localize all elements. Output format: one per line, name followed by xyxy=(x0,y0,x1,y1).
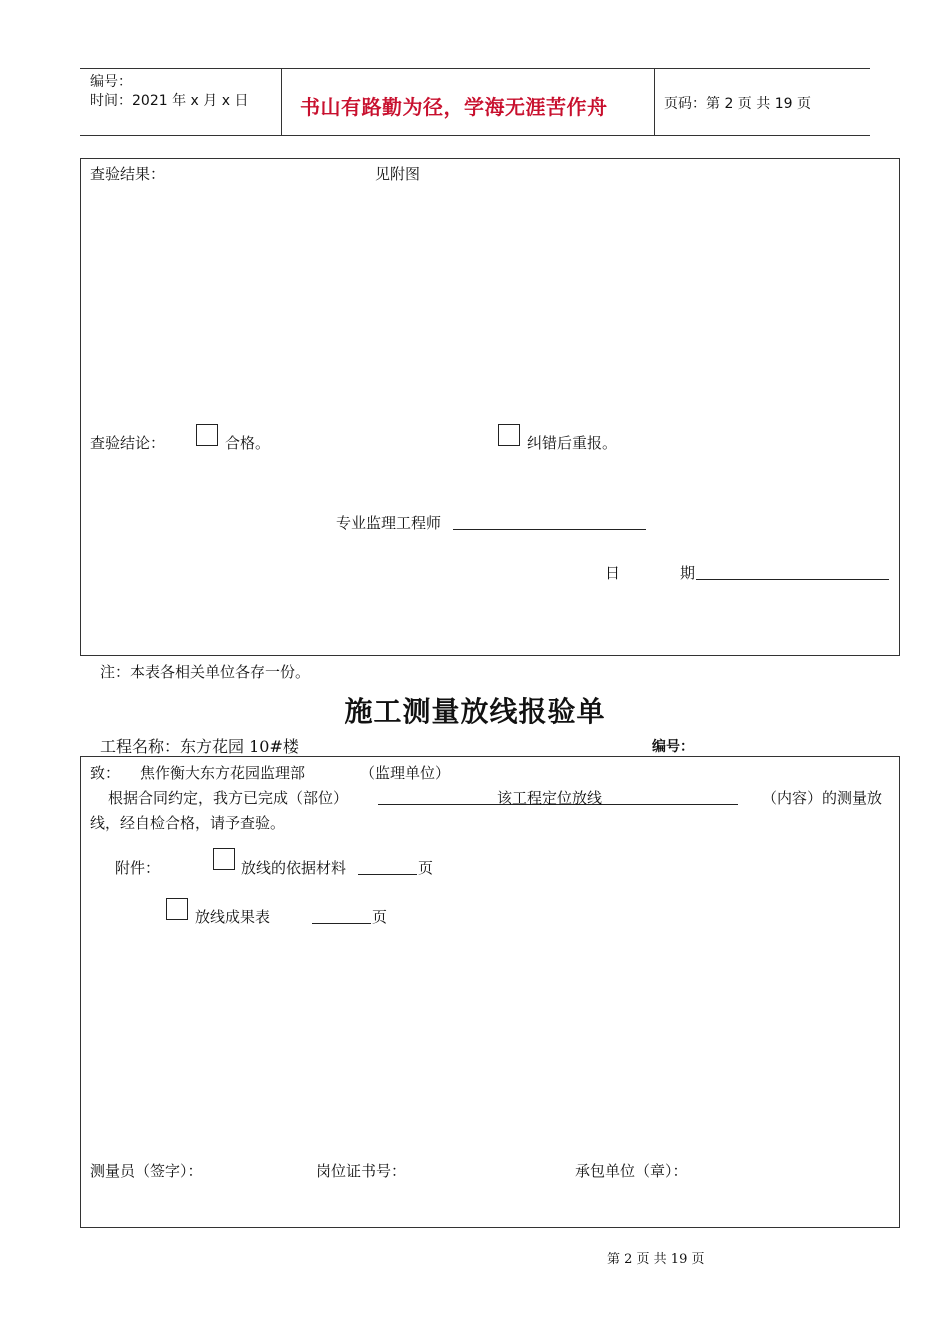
page-footer: 第 2 页 共 19 页 xyxy=(607,1252,705,1267)
resubmit-checkbox[interactable] xyxy=(498,424,520,446)
body-part-field[interactable] xyxy=(378,787,738,805)
body-prefix: 根据合同约定，我方已完成（部位） xyxy=(108,789,349,807)
to-label: 致： xyxy=(90,764,121,782)
engineer-signature-line[interactable] xyxy=(453,512,646,530)
attach-item2-unit: 页 xyxy=(372,908,388,926)
attach-item2-checkbox[interactable] xyxy=(166,898,188,920)
form-title: 施工测量放线报验单 xyxy=(344,695,606,728)
surveyor-label: 测量员（签字）： xyxy=(90,1162,203,1180)
pass-option[interactable] xyxy=(196,424,218,447)
resubmit-option-label: 纠错后重报。 xyxy=(527,434,618,452)
resubmit-option[interactable] xyxy=(498,424,520,447)
inspection-result-label: 查验结果： xyxy=(90,165,166,183)
header-divider-right xyxy=(654,68,655,136)
header-motto: 书山有路勤为径，学海无涯苦作舟 xyxy=(300,95,608,119)
header-page-info: 页码：第 2 页 共 19 页 xyxy=(664,96,811,112)
date-label-ri: 日 xyxy=(605,564,621,582)
header-divider-left xyxy=(281,68,282,136)
pass-checkbox[interactable] xyxy=(196,424,218,446)
date-label-qi: 期 xyxy=(680,564,696,582)
header-top-rule xyxy=(80,68,870,69)
attach-item1-label: 放线的依据材料 xyxy=(241,859,347,877)
attach-item1-unit: 页 xyxy=(418,859,434,877)
body-part-value: 该工程定位放线 xyxy=(497,789,603,807)
date-signature-line[interactable] xyxy=(696,562,889,580)
contractor-label: 承包单位（章）： xyxy=(575,1162,688,1180)
header-time: 时间：2021 年 x 月 x 日 xyxy=(90,93,249,109)
inspection-result-value: 见附图 xyxy=(375,165,421,183)
to-suffix: （监理单位） xyxy=(360,764,451,782)
note-text: 注：本表各相关单位各存一份。 xyxy=(100,663,311,681)
form-serial-label: 编号： xyxy=(652,739,694,755)
attach-item2-label: 放线成果表 xyxy=(195,908,271,926)
project-name: 工程名称：东方花园 10#楼 xyxy=(100,737,299,756)
header-serial-label: 编号： xyxy=(90,74,132,90)
attach-item1-checkbox[interactable] xyxy=(213,848,235,870)
body-suffix: （内容）的测量放 xyxy=(762,789,883,807)
to-value: 焦作衡大东方花园监理部 xyxy=(140,764,306,782)
attach-label: 附件： xyxy=(115,859,161,877)
attach-item2-pages-field[interactable] xyxy=(312,906,371,924)
cert-label: 岗位证书号： xyxy=(316,1162,407,1180)
header-bottom-rule xyxy=(80,135,870,136)
attach-item2-option[interactable] xyxy=(166,898,188,921)
pass-option-label: 合格。 xyxy=(225,434,271,452)
inspection-conclusion-label: 查验结论： xyxy=(90,434,166,452)
body-line-2: 线，经自检合格，请予查验。 xyxy=(90,814,286,832)
attach-item1-option[interactable] xyxy=(213,848,235,871)
attach-item1-pages-field[interactable] xyxy=(358,857,417,875)
engineer-label: 专业监理工程师 xyxy=(336,514,442,532)
inspection-box xyxy=(80,158,900,656)
